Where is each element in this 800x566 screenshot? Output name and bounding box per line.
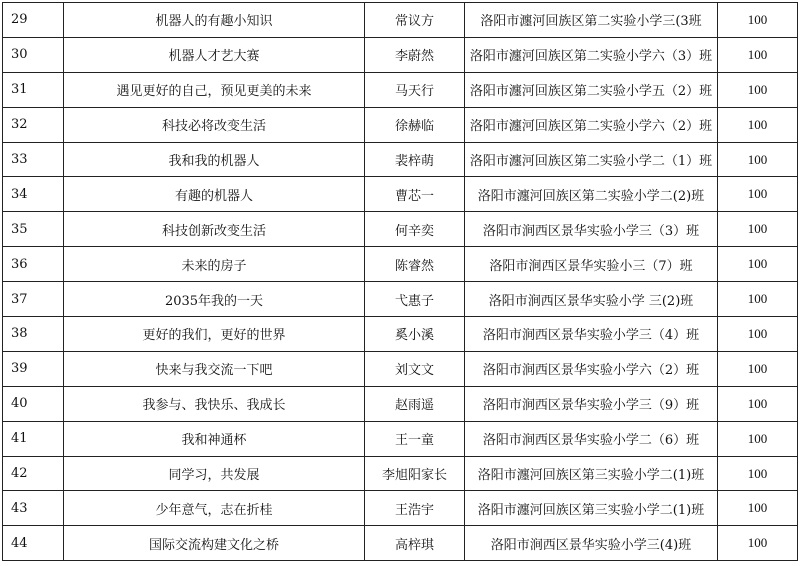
row-number: 41 <box>3 421 64 456</box>
school-class: 洛阳市涧西区景华实验小学三（4）班 <box>465 317 718 352</box>
author-name: 马天行 <box>365 72 465 107</box>
table-row <box>3 526 798 561</box>
score: 100 <box>718 491 798 526</box>
row-number: 31 <box>3 72 64 107</box>
author-name: 李旭阳家长 <box>365 456 465 491</box>
school-class: 洛阳市涧西区景华实验小学三(4)班 <box>465 526 718 561</box>
table-row <box>3 247 798 282</box>
author-name: 奚小溪 <box>365 317 465 352</box>
table-row <box>3 177 798 212</box>
table-row <box>3 282 798 317</box>
row-number: 36 <box>3 247 64 282</box>
score: 100 <box>718 386 798 421</box>
table-body <box>3 3 798 561</box>
school-class: 洛阳市涧西区景华实验小学三（9）班 <box>465 386 718 421</box>
score: 100 <box>718 142 798 177</box>
school-class: 洛阳市涧西区景华实验小学 三(2)班 <box>465 282 718 317</box>
author-name: 李蔚然 <box>365 37 465 72</box>
work-title: 遇见更好的自己，预见更美的未来 <box>64 72 365 107</box>
table-row <box>3 107 798 142</box>
work-title: 有趣的机器人 <box>64 177 365 212</box>
school-class: 洛阳市瀍河回族区第二实验小学六（3）班 <box>465 37 718 72</box>
score: 100 <box>718 247 798 282</box>
author-name: 王浩宇 <box>365 491 465 526</box>
table-row <box>3 212 798 247</box>
results-table <box>2 2 798 561</box>
table-row <box>3 421 798 456</box>
row-number: 38 <box>3 317 64 352</box>
score: 100 <box>718 526 798 561</box>
work-title: 未来的房子 <box>64 247 365 282</box>
author-name: 曹芯一 <box>365 177 465 212</box>
row-number: 34 <box>3 177 64 212</box>
work-title: 机器人才艺大赛 <box>64 37 365 72</box>
row-number: 40 <box>3 386 64 421</box>
author-name: 弋惠子 <box>365 282 465 317</box>
author-name: 常议方 <box>365 3 465 38</box>
author-name: 徐赫临 <box>365 107 465 142</box>
author-name: 刘文文 <box>365 351 465 386</box>
school-class: 洛阳市瀍河回族区第二实验小学六（2）班 <box>465 107 718 142</box>
results-sheet <box>2 2 797 562</box>
row-number: 32 <box>3 107 64 142</box>
school-class: 洛阳市瀍河回族区第二实验小学二（1）班 <box>465 142 718 177</box>
score: 100 <box>718 177 798 212</box>
row-number: 37 <box>3 282 64 317</box>
school-class: 洛阳市涧西区景华实验小学六（2）班 <box>465 351 718 386</box>
table-row <box>3 37 798 72</box>
table-row <box>3 491 798 526</box>
school-class: 洛阳市涧西区景华实验小三（7）班 <box>465 247 718 282</box>
table-row <box>3 456 798 491</box>
row-number: 39 <box>3 351 64 386</box>
score: 100 <box>718 107 798 142</box>
row-number: 42 <box>3 456 64 491</box>
work-title: 少年意气，志在折桂 <box>64 491 365 526</box>
table-row <box>3 3 798 38</box>
table-row <box>3 317 798 352</box>
author-name: 陈睿然 <box>365 247 465 282</box>
work-title: 我和神通杯 <box>64 421 365 456</box>
row-number: 33 <box>3 142 64 177</box>
row-number: 44 <box>3 526 64 561</box>
school-class: 洛阳市瀍河回族区第二实验小学五（2）班 <box>465 72 718 107</box>
work-title: 我参与、我快乐、我成长 <box>64 386 365 421</box>
work-title: 更好的我们，更好的世界 <box>64 317 365 352</box>
score: 100 <box>718 3 798 38</box>
work-title: 科技必将改变生活 <box>64 107 365 142</box>
row-number: 43 <box>3 491 64 526</box>
author-name: 裴梓萌 <box>365 142 465 177</box>
work-title: 我和我的机器人 <box>64 142 365 177</box>
work-title: 机器人的有趣小知识 <box>64 3 365 38</box>
work-title: 快来与我交流一下吧 <box>64 351 365 386</box>
score: 100 <box>718 421 798 456</box>
row-number: 35 <box>3 212 64 247</box>
author-name: 赵雨遥 <box>365 386 465 421</box>
row-number: 29 <box>3 3 64 38</box>
table-row <box>3 386 798 421</box>
school-class: 洛阳市涧西区景华实验小学二（6）班 <box>465 421 718 456</box>
school-class: 洛阳市瀍河回族区第二实验小学三(3班 <box>465 3 718 38</box>
school-class: 洛阳市瀍河回族区第三实验小学二(1)班 <box>465 456 718 491</box>
score: 100 <box>718 456 798 491</box>
school-class: 洛阳市涧西区景华实验小学三（3）班 <box>465 212 718 247</box>
table-row <box>3 351 798 386</box>
table-row <box>3 142 798 177</box>
author-name: 高梓琪 <box>365 526 465 561</box>
work-title: 2035年我的一天 <box>64 282 365 317</box>
work-title: 同学习，共发展 <box>64 456 365 491</box>
score: 100 <box>718 317 798 352</box>
row-number: 30 <box>3 37 64 72</box>
work-title: 科技创新改变生活 <box>64 212 365 247</box>
table-row <box>3 72 798 107</box>
author-name: 何辛奕 <box>365 212 465 247</box>
author-name: 王一童 <box>365 421 465 456</box>
school-class: 洛阳市瀍河回族区第三实验小学二(1)班 <box>465 491 718 526</box>
score: 100 <box>718 282 798 317</box>
score: 100 <box>718 72 798 107</box>
score: 100 <box>718 212 798 247</box>
work-title: 国际交流构建文化之桥 <box>64 526 365 561</box>
school-class: 洛阳市瀍河回族区第二实验小学二(2)班 <box>465 177 718 212</box>
score: 100 <box>718 37 798 72</box>
score: 100 <box>718 351 798 386</box>
